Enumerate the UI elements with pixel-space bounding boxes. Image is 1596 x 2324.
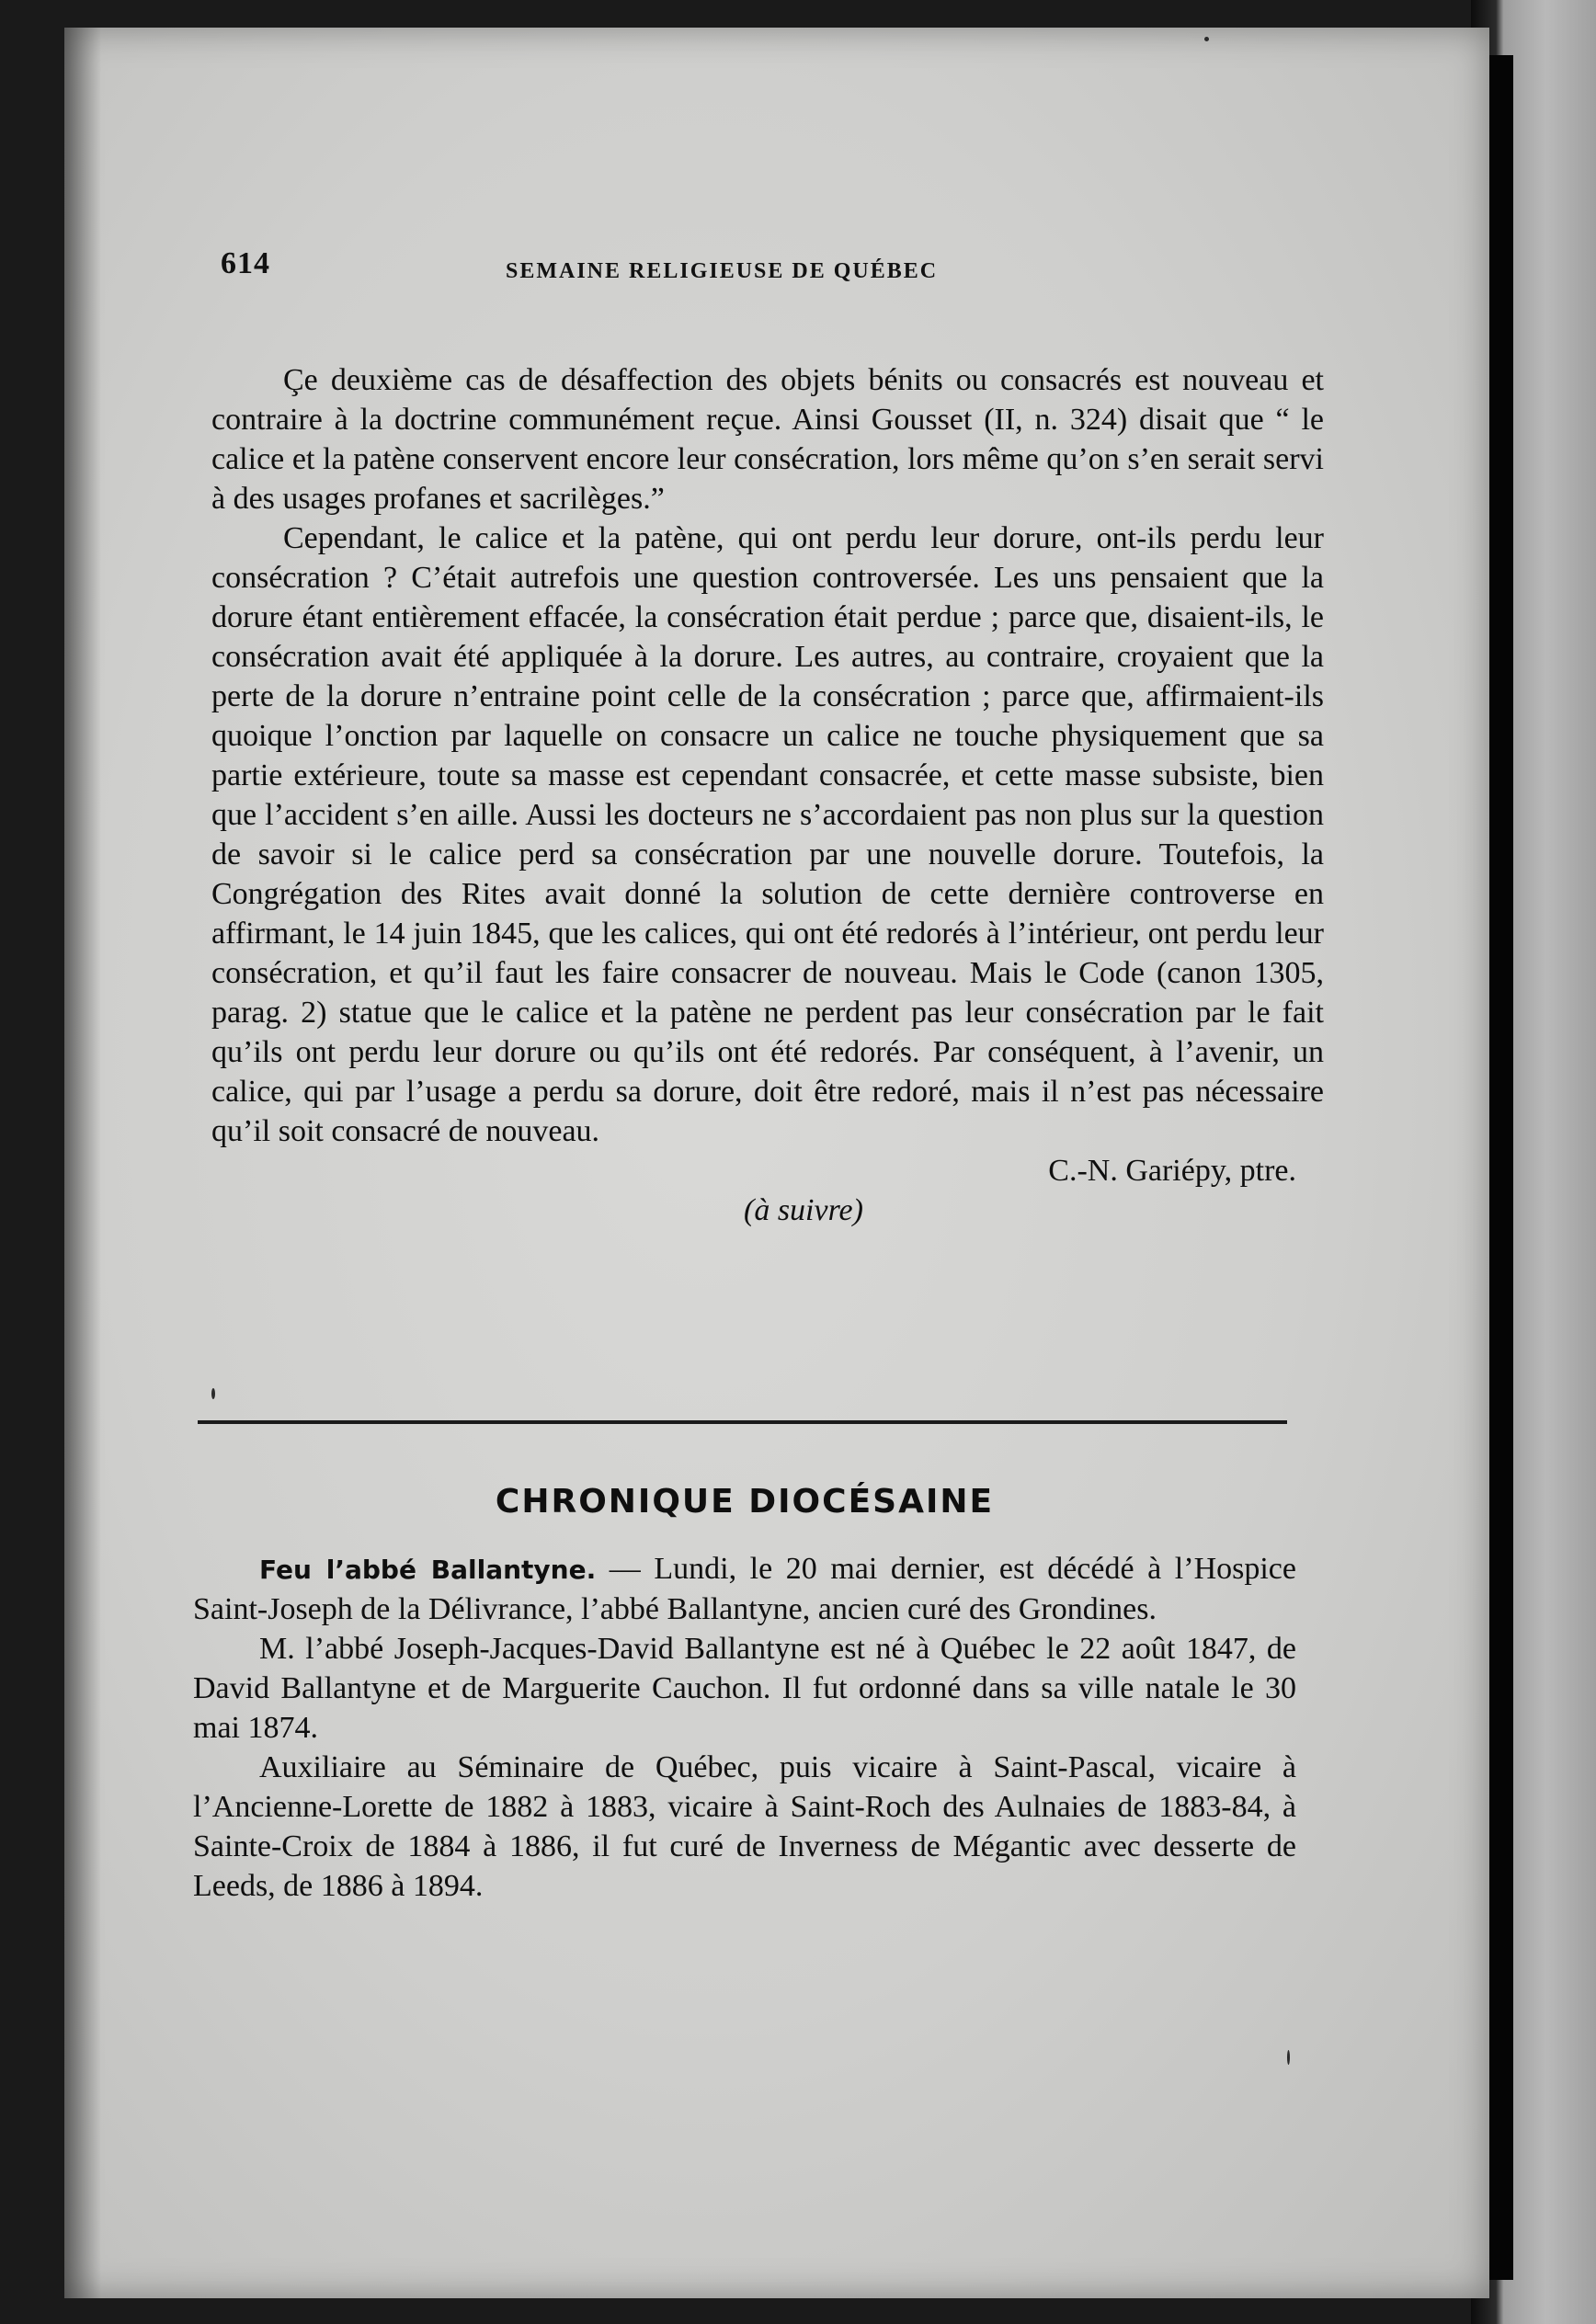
author-signature: C.-N. Gariépy, ptre. xyxy=(1048,1154,1296,1188)
chronicle-lead-paragraph xyxy=(193,1549,1296,1629)
chronicle-paragraph: M. l’abbé Joseph-Jacques-David Ballantyne est né à Québec le 22 août 1847, de David Ballantyne et de Marguerite Cauchon. Il fut ordonné dans sa ville natale le 30 mai 1874. xyxy=(193,1632,1296,1745)
section-title: CHRONIQUE DIOCÉSAINE xyxy=(495,1483,995,1521)
page-header xyxy=(221,246,1140,302)
article-paragraph: Çe deuxième cas de désaffection des objets bénits ou consacrés est nouveau et contraire à la doctrine communément reçue. Ainsi Gousset (II, n. 324) disait que “ le calice et la patène conservent encore leur consécration, lors même qu’on s’en serait servi à des usages profanes et sacrilèges.” xyxy=(211,363,1324,516)
page-gutter-shadow xyxy=(64,28,101,2298)
adjacent-page-edge xyxy=(1471,0,1596,2324)
chronicle-section xyxy=(193,1482,1296,1906)
continued-note: (à suivre) xyxy=(744,1193,863,1227)
running-head: SEMAINE RELIGIEUSE DE QUÉBEC xyxy=(506,259,939,283)
section-divider xyxy=(198,1420,1287,1424)
article-paragraph: Cependant, le calice et la patène, qui ont perdu leur dorure, ont-ils perdu leur consécration ? C’était autrefois une question controversée. Les uns pensaient que la dorure étant entièrement effacée, la consécration était perdue ; parce que, disaient-ils, le consécration avait été appliquée à la dorure. Les autres, au contraire, croyaient que la perte de la dorure n’entraine point celle de la consécration ; parce que, affirmaient-ils quoique l’onction par laquelle on consacre un calice ne touche physiquement que sa partie extérieure, toute sa masse est cependant consacrée, et cette masse subsiste, bien que l’accident s’en aille. Aussi les docteurs ne s’accordaient pas non plus sur la question de savoir si le calice perd sa consécration par une nouvelle dorure. Toutefois, la Congrégation des Rites avait donné la solution de cette dernière controverse en affirmant, le 14 juin 1845, que les calices, qui ont été redorés à l’intérieur, ont perdu leur consécration, et qu’il faut les faire consacrer de nouveau. Mais le Code (canon 1305, parag. 2) statue que le calice et la patène ne perdent pas leur consécration par le fait qu’ils ont perdu leur dorure ou qu’ils ont été redorés. Par conséquent, à l’avenir, un calice, qui par l’usage a perdu sa dorure, doit être redoré, mais il n’est pas nécessaire qu’il soit consacré de nouveau. xyxy=(211,521,1324,1148)
entry-text: — Lundi, le 20 mai dernier, est décédé à l’Hospice Saint-Joseph de la Délivrance, l’abbé Ballantyne, ancien curé des Grondines. xyxy=(193,1552,1296,1626)
page-number: 614 xyxy=(221,246,270,280)
dust-speck xyxy=(1287,2050,1290,2065)
article-body xyxy=(211,360,1324,1230)
chronicle-paragraph: Auxiliaire au Séminaire de Québec, puis vicaire à Saint-Pascal, vicaire à l’Ancienne-Lorette de 1882 à 1883, vicaire à Saint-Roch des Aulnaies de 1883-84, à Sainte-Croix de 1884 à 1886, il fut curé de Inverness de Mégantic avec desserte de Leeds, de 1886 à 1894. xyxy=(193,1750,1296,1903)
entry-title: Feu l’abbé Ballantyne. xyxy=(259,1555,597,1585)
dust-speck xyxy=(1204,37,1209,41)
dust-speck xyxy=(211,1388,215,1399)
binding-shadow xyxy=(1486,55,1513,2280)
